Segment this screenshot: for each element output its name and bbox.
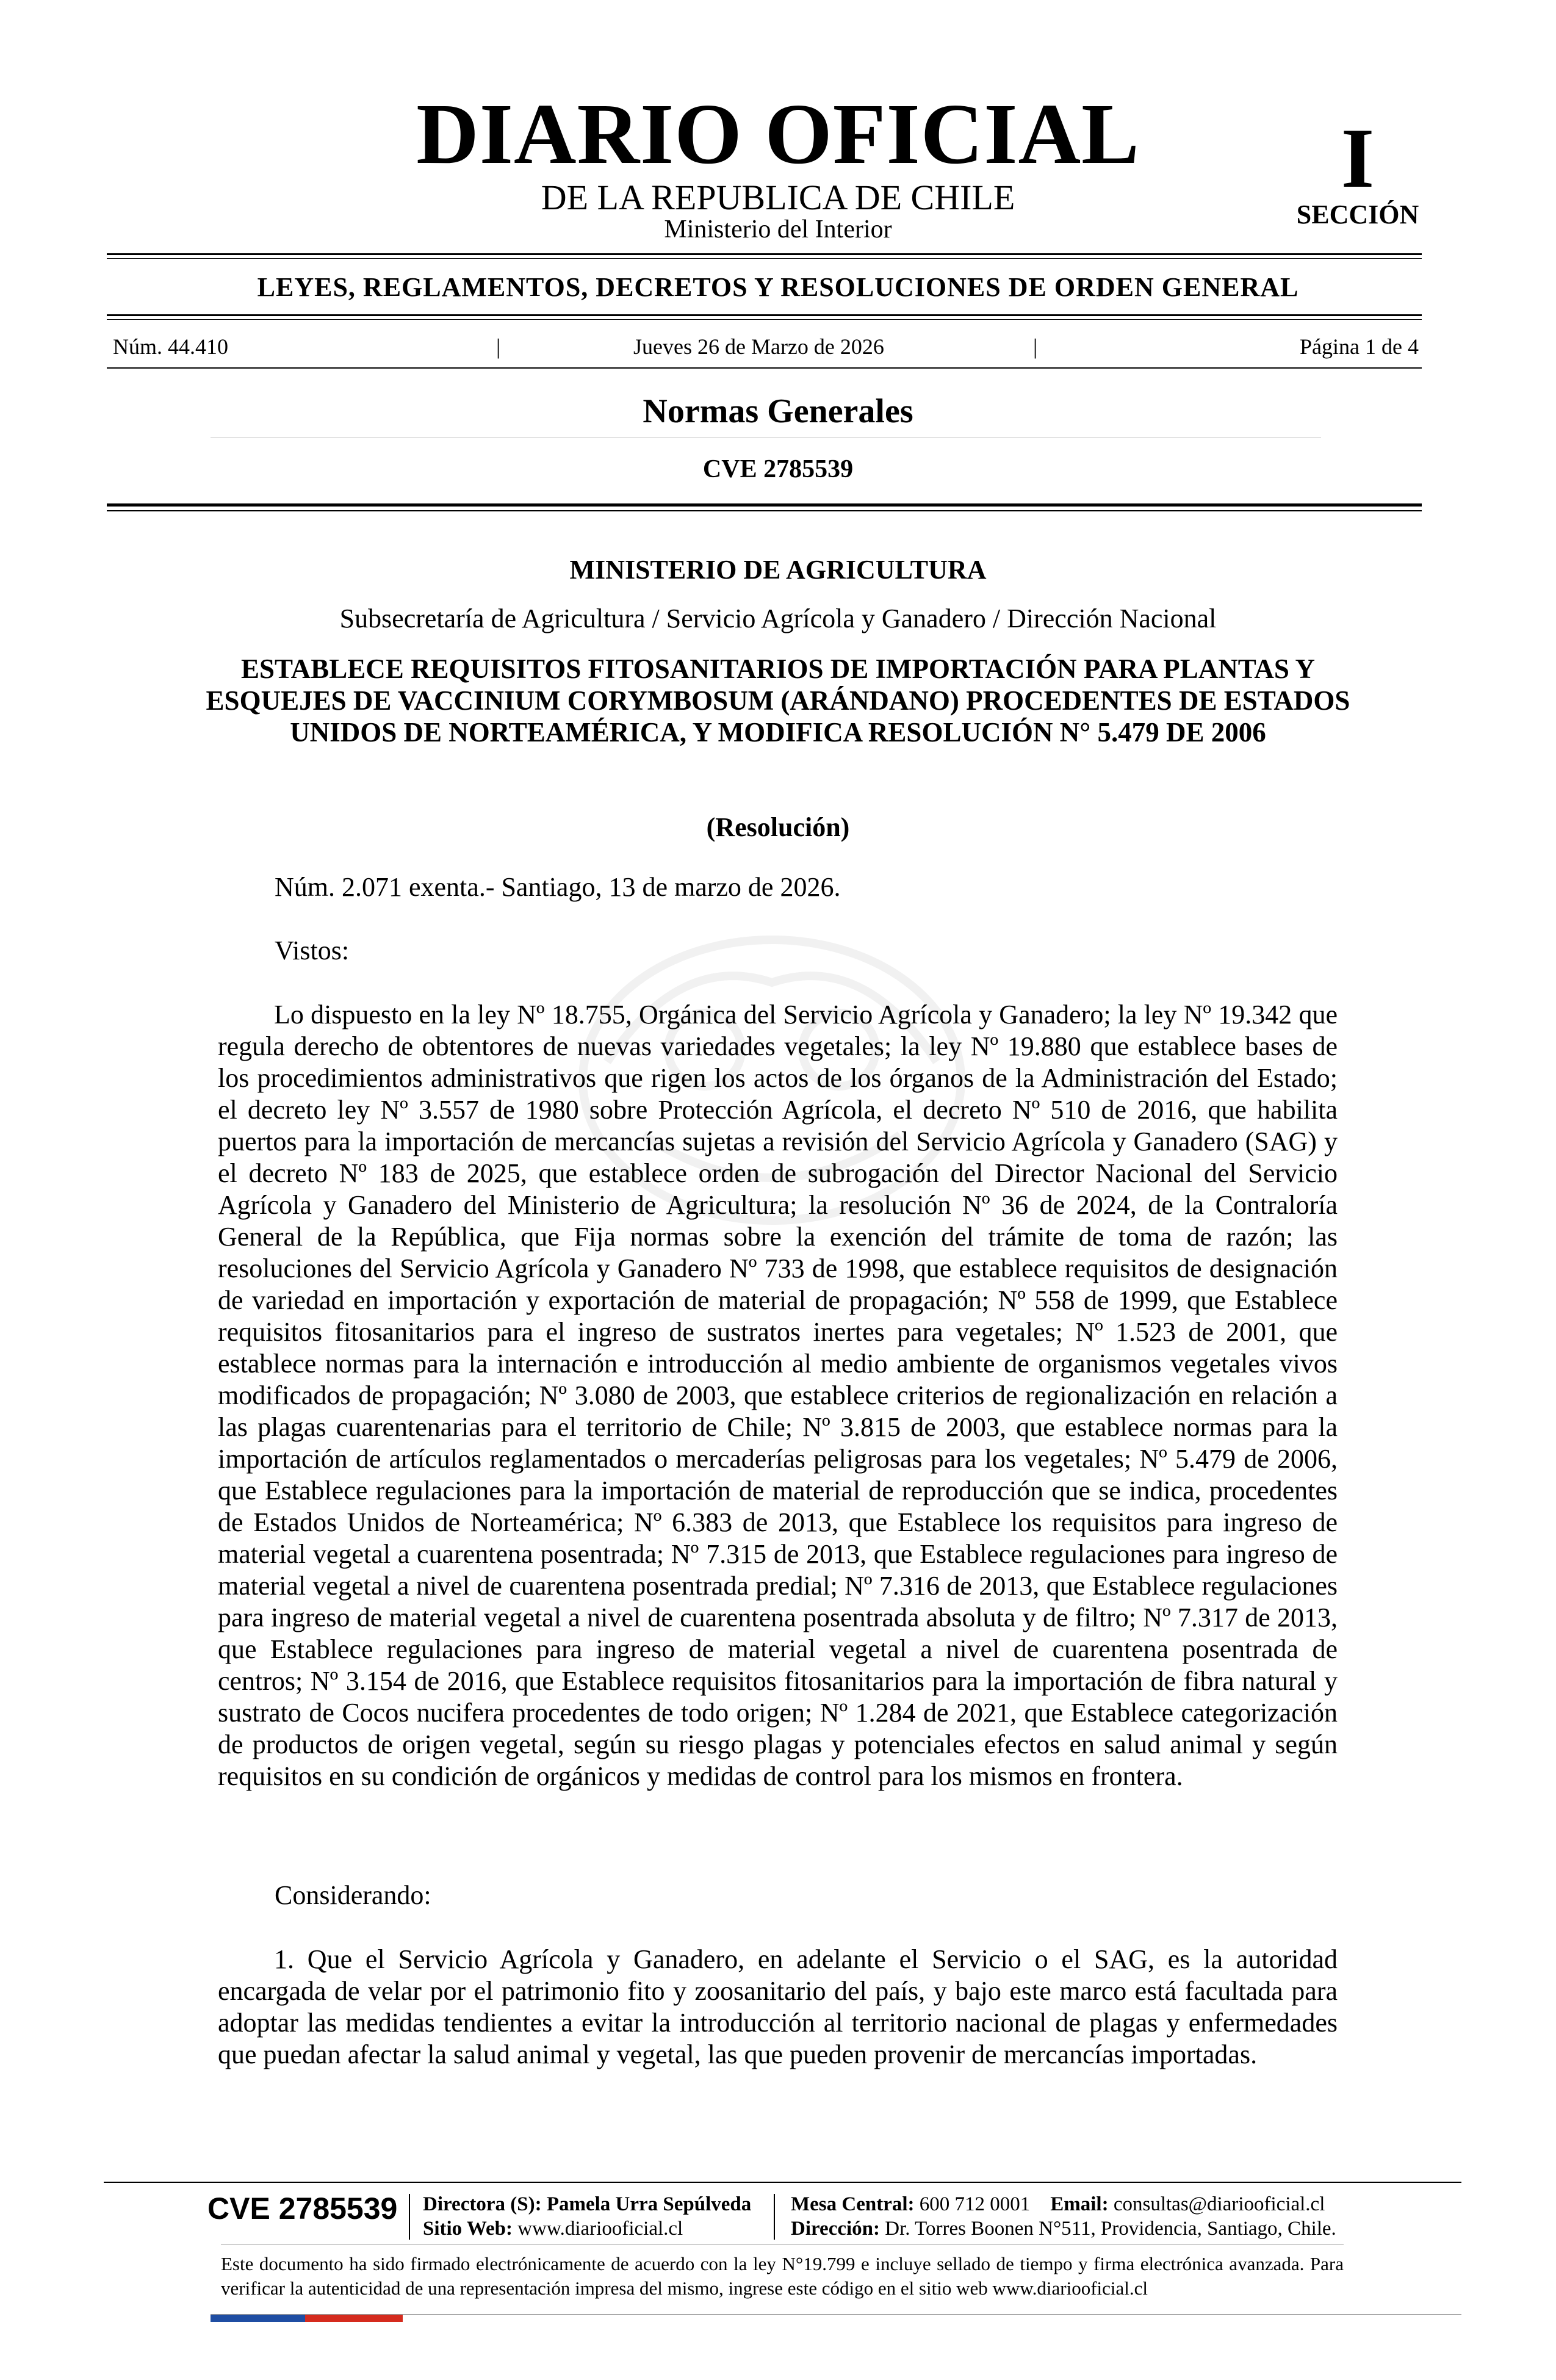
masthead-divider-thick [107, 253, 1422, 255]
masthead-subtitle: DE LA REPUBLICA DE CHILE [541, 178, 1015, 217]
mesa-label: Mesa Central: [791, 2193, 915, 2215]
sitio-label: Sitio Web: [423, 2218, 513, 2240]
footer-directora-block [423, 2192, 751, 2241]
flag-stripe-red [305, 2315, 403, 2322]
email-label: Email: [1050, 2193, 1109, 2215]
mesa-value: 600 712 0001 [919, 2193, 1031, 2215]
info-separator: | [1033, 334, 1038, 359]
footer-cve: CVE 2785539 [207, 2191, 398, 2226]
direccion-value: Dr. Torres Boonen N°511, Providencia, Santiago, Chile. [885, 2218, 1336, 2240]
directora-value: Pamela Urra Sepúlveda [546, 2193, 752, 2215]
resolution-number-line: Núm. 2.071 exenta.- Santiago, 13 de marzo de 2026. [275, 872, 841, 902]
header-bottom-rule-thin [107, 510, 1422, 511]
category-heading: LEYES, REGLAMENTOS, DECRETOS Y RESOLUCIONES DE ORDEN GENERAL [257, 272, 1299, 302]
section-label: SECCIÓN [1296, 200, 1419, 229]
vistos-label: Vistos: [275, 936, 350, 965]
footer-contact-block [791, 2192, 1336, 2241]
category-divider-thin [107, 319, 1422, 320]
masthead-title: DIARIO OFICIAL [416, 85, 1140, 182]
section-heading: Normas Generales [643, 392, 913, 430]
header-bottom-rule-thick [107, 503, 1422, 507]
flag-stripe-blue [211, 2315, 305, 2322]
email-value[interactable]: consultas@diariooficial.cl [1113, 2193, 1325, 2215]
cve-heading: CVE 2785539 [702, 455, 854, 483]
info-bar-divider [107, 367, 1422, 369]
considerando-label: Considerando: [275, 1880, 431, 1910]
masthead-ministry: Ministerio del Interior [664, 215, 892, 243]
page-indicator: Página 1 de 4 [1300, 334, 1419, 359]
footer-legal-notice: Este documento ha sido firmado electrónicamente de acuerdo con la ley N°19.799 e incluye sellado de tiempo y firma electrónica avanzada. Para verificar la autenticidad de una representación impresa del mismo, ingrese este código en el sitio web www.diariooficial.cl [221, 2253, 1344, 2299]
document-subsecretaria: Subsecretaría de Agricultura / Servicio Agrícola y Ganadero / Dirección Nacional [339, 604, 1217, 633]
document-title: ESTABLECE REQUISITOS FITOSANITARIOS DE IMPORTACIÓN PARA PLANTAS Y ESQUEJES DE VACCINIUM CORYMBOSUM (ARÁNDANO) PROCEDENTES DE ESTADOS UNIDOS DE NORTEAMÉRICA, Y MODIFICA RESOLUCIÓN N° 5.479 DE 2006 [206, 654, 1350, 748]
issue-date: Jueves 26 de Marzo de 2026 [633, 334, 884, 359]
masthead-divider-thin [107, 258, 1422, 259]
considerando-paragraph-1: 1. Que el Servicio Agrícola y Ganadero, en adelante el Servicio o el SAG, es la autoridad encargada de velar por el patrimonio fito y zoosanitario del país, y bajo este marco está facultada para adoptar las medidas tendientes a evitar la introducción al territorio nacional de plagas y enfermedades que puedan afectar la salud animal y vegetal, las que pueden provenir de mercancías importadas. [218, 1944, 1338, 2069]
footer-top-rule [104, 2182, 1461, 2183]
direccion-label: Dirección: [791, 2218, 881, 2240]
sitio-value[interactable]: www.diariooficial.cl [517, 2218, 683, 2240]
footer-divider [409, 2194, 410, 2240]
vistos-paragraph: Lo dispuesto en la ley Nº 18.755, Orgánica del Servicio Agrícola y Ganadero; la ley Nº 19.342 que regula derecho de obtentores de nuevas variedades vegetales; la ley Nº 19.880 que establece bases de los procedimientos administrativos que rigen los actos de los órganos de la Administración del Estado; el decreto ley Nº 3.557 de 1980 sobre Protección Agrícola, el decreto Nº 510 de 2016, que habilita puertos para la importación de mercancías sujetas a revisión del Servicio Agrícola y Ganadero (SAG) y el decreto Nº 183 de 2025, que establece orden de subrogación del Director Nacional del Servicio Agrícola y Ganadero del Ministerio de Agricultura; la resolución Nº 36 de 2024, de la Contraloría General de la República, que Fija normas sobre la exención del trámite de toma de razón; las resoluciones del Servicio Agrícola y Ganadero Nº 733 de 1998, que establece requisitos de designación de variedad en importación y exportación de material de propagación; Nº 558 de 1999, que Establece requisitos fitosanitarios para el ingreso de sustratos inertes para vegetales; Nº 1.523 de 2001, que establece normas para la internación e introducción al medio ambiente de organismos vegetales vivos modificados de propagación; Nº 3.080 de 2003, que establece criterios de regionalización en relación a las plagas cuarentenarias para el territorio de Chile; Nº 3.815 de 2003, que establece normas para la importación de artículos reglamentados o mercaderías peligrosas para los vegetales; Nº 5.479 de 2006, que Establece regulaciones para la importación de material de reproducción que se indica, procedentes de Estados Unidos de Norteamérica; Nº 6.383 de 2013, que Establece los requisitos para ingreso de material vegetal a cuarentena posentrada; Nº 7.315 de 2013, que Establece regulaciones para ingreso de material vegetal a nivel de cuarentena posentrada predial; Nº 7.316 de 2013, que Establece regulaciones para ingreso de material vegetal a nivel de cuarentena posentrada absoluta y de filtro; Nº 7.317 de 2013, que Establece regulaciones para ingreso de material vegetal a nivel de cuarentena posentrada de centros; Nº 3.154 de 2016, que Establece requisitos fitosanitarios para la importación de fibra natural y sustrato de Cocos nucifera procedentes de todo origen; Nº 1.284 de 2021, que Establece categorización de productos de origen vegetal, según su riesgo plagas y potenciales efectos en salud animal y según requisitos en su condición de orgánicos y medidas de control para los mismos en frontera. [218, 1000, 1338, 1791]
category-divider-thick [107, 314, 1422, 316]
document-ministry: MINISTERIO DE AGRICULTURA [569, 555, 987, 585]
document-type: (Resolución) [706, 812, 850, 842]
info-separator: | [496, 334, 501, 359]
section-number: I [1341, 111, 1375, 206]
footer-divider [774, 2194, 775, 2240]
directora-label: Directora (S): [423, 2193, 542, 2215]
issue-number: Núm. 44.410 [113, 334, 228, 359]
